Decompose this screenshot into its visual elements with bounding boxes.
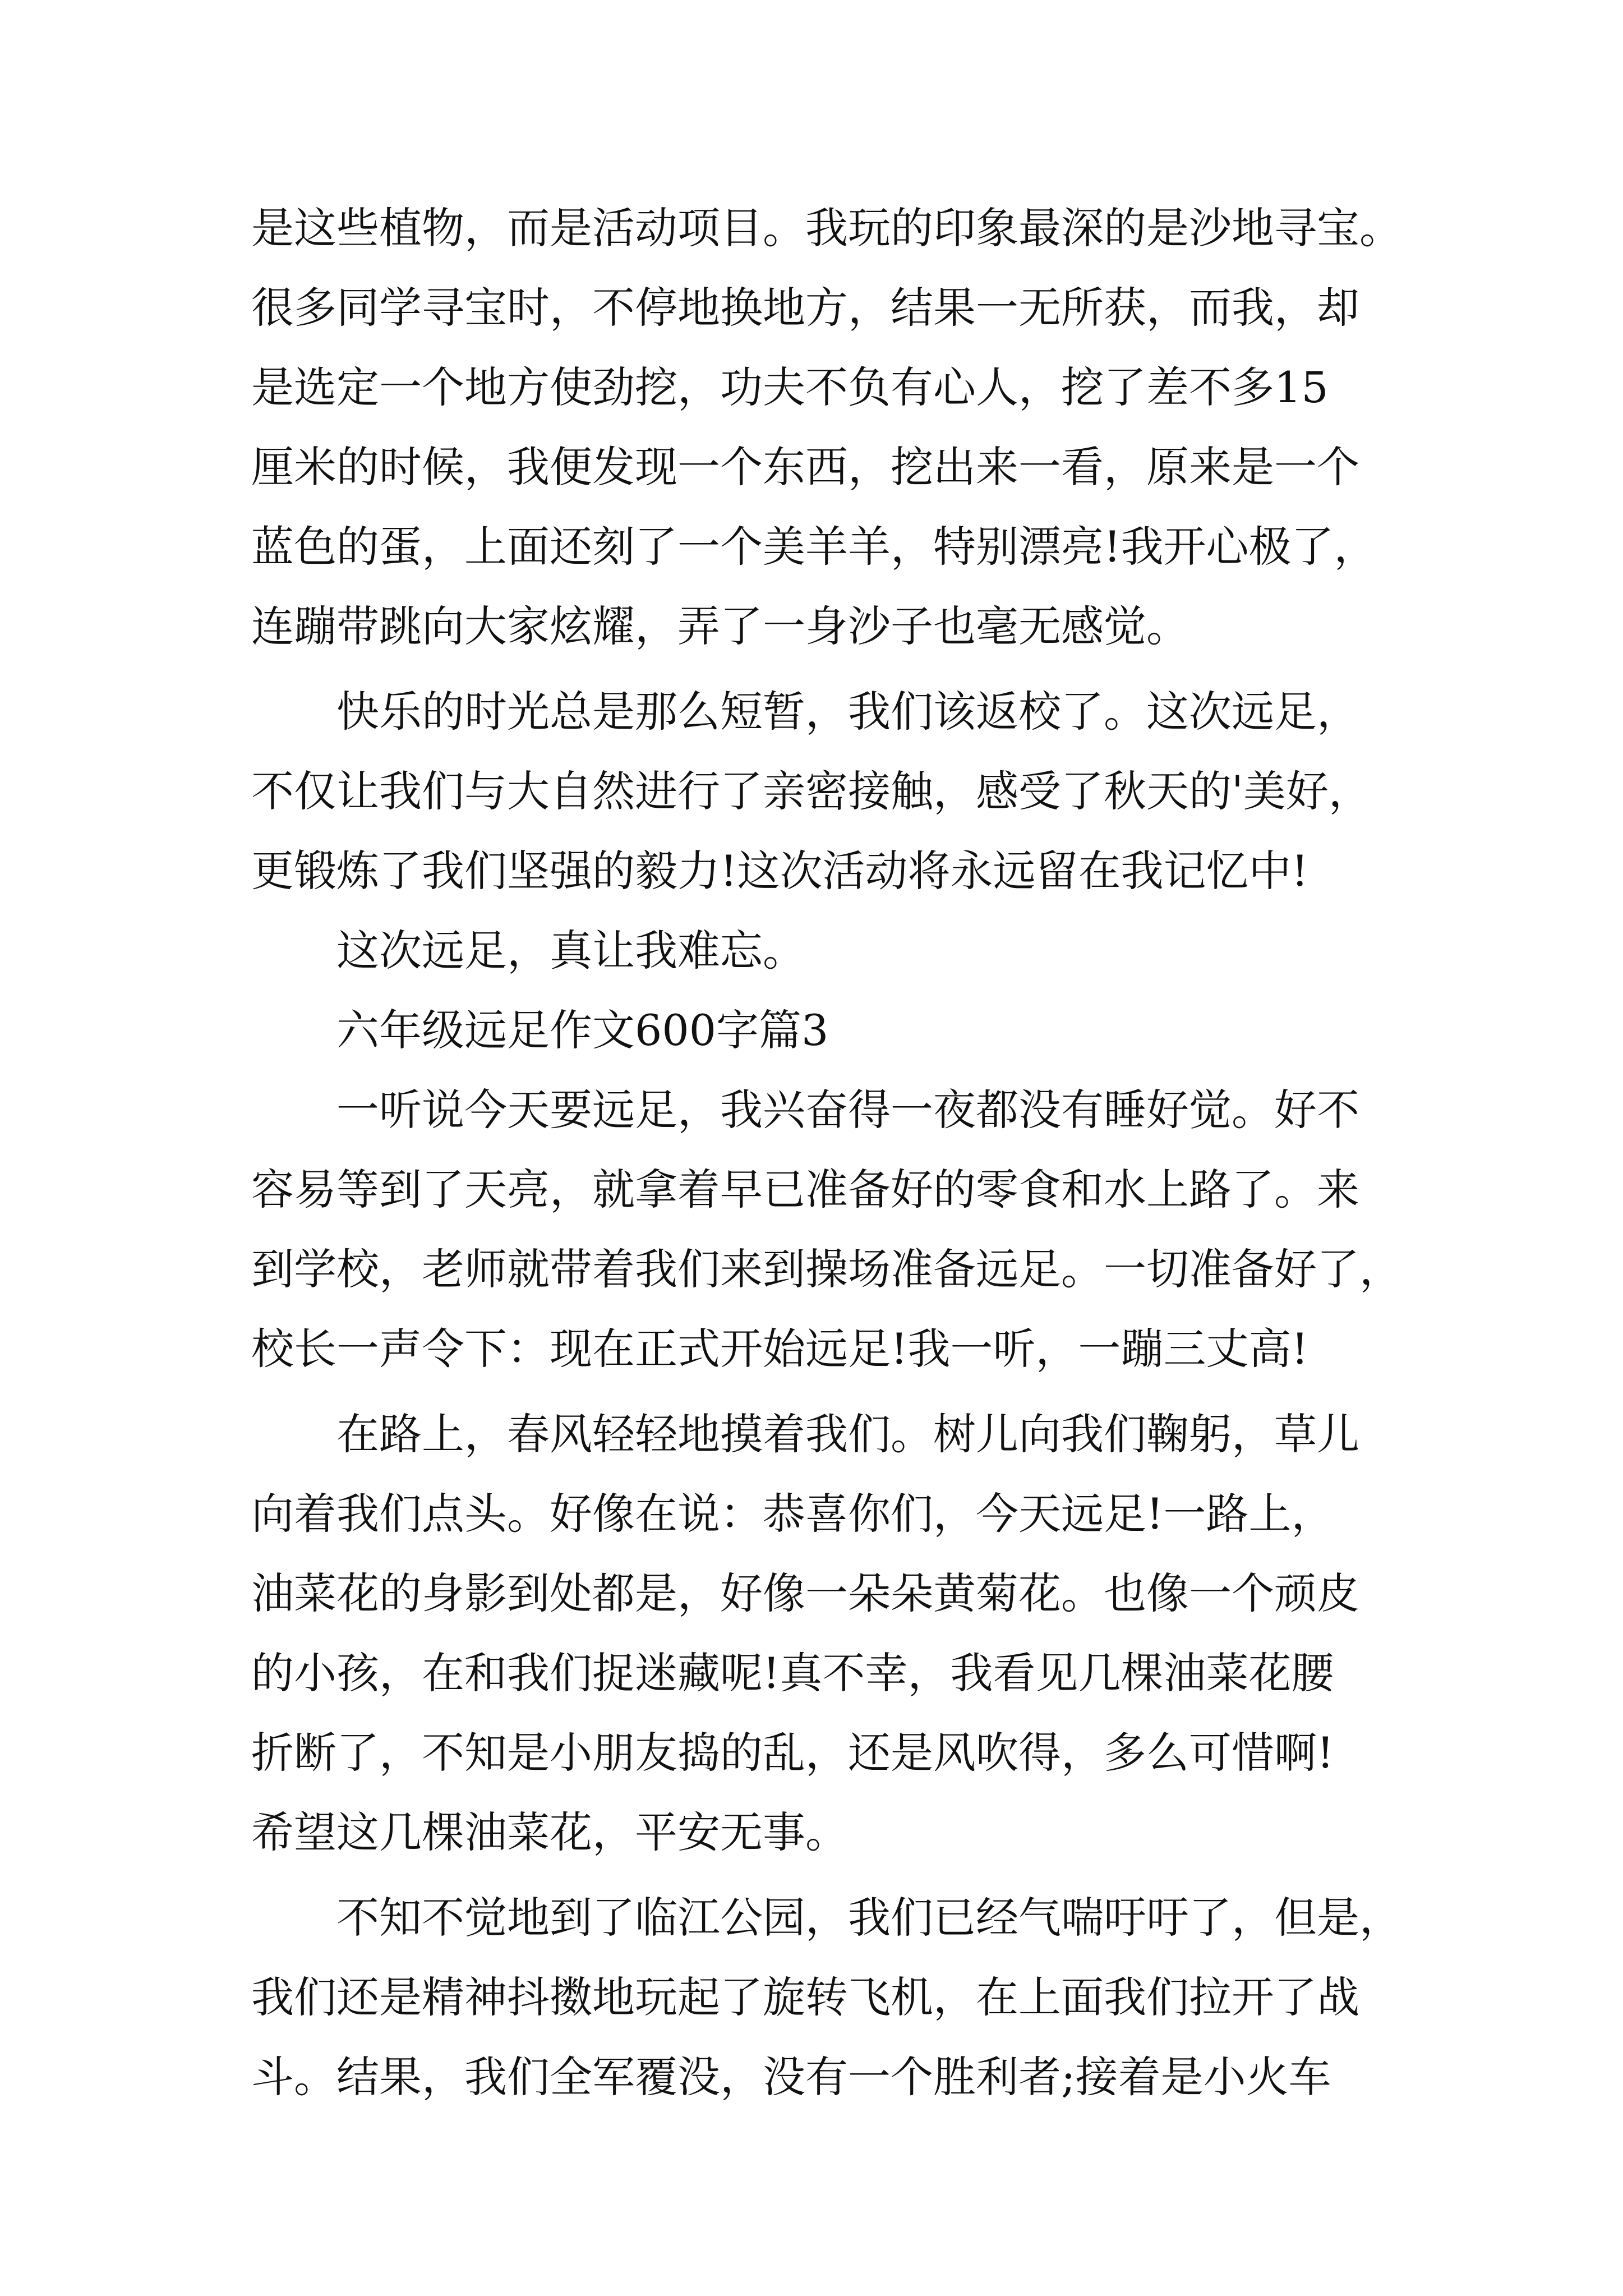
text-line: 不仅让我们与大自然进行了亲密接触，感受了秋天的'美好， (251, 766, 1371, 816)
text-line: 连蹦带跳向大家炫耀，弄了一身沙子也毫无感觉。 (251, 601, 1189, 651)
paragraph-start: 快乐的时光总是那么短暂，我们该返校了。这次远足， (336, 687, 1359, 737)
text-line: 更锻炼了我们坚强的毅力!这次活动将永远留在我记忆中! (251, 846, 1309, 896)
text-line: 是选定一个地方使劲挖，功夫不负有心人，挖了差不多15 (251, 362, 1329, 412)
text-line: 我们还是精神抖擞地玩起了旋转飞机，在上面我们拉开了战 (251, 1972, 1359, 2022)
paragraph-gap (251, 1389, 1384, 1395)
text-line: 到学校，老师就带着我们来到操场准备远足。一切准备好了， (251, 1244, 1402, 1294)
document-body (251, 188, 1402, 2117)
text-line: 容易等到了天亮，就拿着早已准备好的零食和水上路了。来 (251, 1165, 1359, 1214)
paragraph-start: 这次远足，真让我难忘。 (336, 926, 805, 976)
text-line: 希望这几棵油菜花，平安无事。 (251, 1807, 848, 1857)
paragraph-start: 一听说今天要远足，我兴奋得一夜都没有睡好觉。好不 (336, 1085, 1359, 1135)
text-line: 是这些植物，而是活动项目。我玩的印象最深的是沙地寻宝。 (251, 203, 1402, 253)
text-line: 折断了，不知是小朋友捣的乱，还是风吹得，多么可惜啊! (251, 1728, 1334, 1778)
section-heading: 六年级远足作文600字篇3 (336, 1005, 829, 1055)
text-line: 斗。结果，我们全军覆没，没有一个胜利者;接着是小火车 (251, 2052, 1331, 2102)
text-line: 校长一声令下：现在正式开始远足!我一听，一蹦三丈高! (251, 1324, 1309, 1374)
text-line: 很多同学寻宝时，不停地换地方，结果一无所获，而我，却 (251, 283, 1359, 333)
text-line: 向着我们点头。好像在说：恭喜你们，今天远足!一路上， (251, 1489, 1334, 1539)
text-line: 蓝色的蛋，上面还刻了一个美羊羊，特别漂亮!我开心极了， (251, 522, 1377, 572)
text-line: 厘米的时候，我便发现一个东西，挖出来一看，原来是一个 (251, 442, 1359, 492)
paragraph-start: 在路上，春风轻轻地摸着我们。树儿向我们鞠躬，草儿 (336, 1409, 1359, 1459)
paragraph-gap (251, 666, 1384, 672)
text-line: 油菜花的身影到处都是，好像一朵朵黄菊花。也像一个顽皮 (251, 1568, 1359, 1618)
paragraph-gap (251, 1872, 1384, 1878)
text-line: 的小孩，在和我们捉迷藏呢!真不幸，我看见几棵油菜花腰 (251, 1648, 1334, 1698)
paragraph-start: 不知不觉地到了临江公园，我们已经气喘吁吁了，但是， (336, 1893, 1402, 1943)
